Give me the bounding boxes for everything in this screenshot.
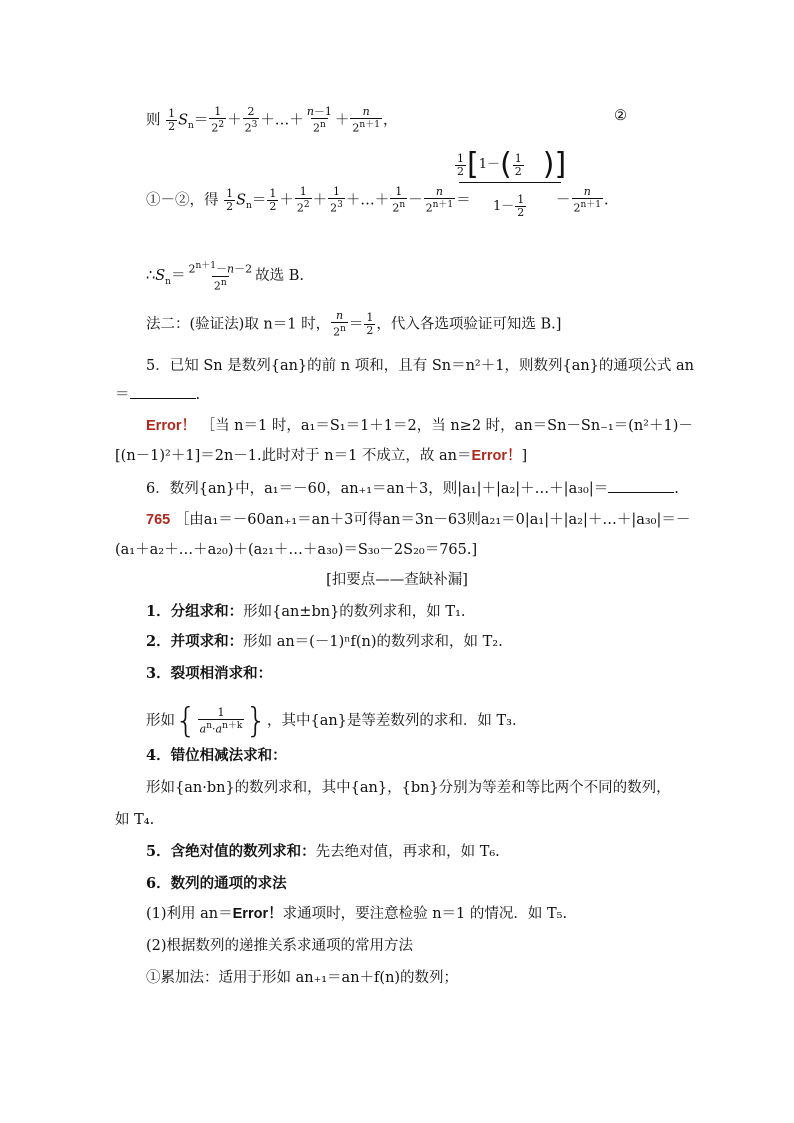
- point-4-detail: 形如{an·bn}的数列求和，其中{an}，{bn}分别为等差和等比两个不同的数列，: [146, 780, 671, 796]
- point-3: 3．裂项相消求和：: [146, 665, 273, 682]
- answer-blank: [608, 478, 674, 493]
- question-5: 5．已知 Sn 是数列{an}的前 n 项和，且有 Sn＝n²＋1，则数列{an}的通项公式 an: [146, 358, 694, 374]
- point-3-detail: 形如 { $\frac{1}{a^n\cdot a^{n+k}}$ } ，其中{an}是等差数列的求和．如 T₃.: [146, 701, 517, 741]
- equation-half-sn: 则 $\frac{1}{2}$ $S_n=$ $\frac{1}{2^2}$ ＋ $\frac{2}{2^3}$ ＋…＋ $\frac{n-1}{2^n}$ ＋ $\frac{n}{2^{n+1}}$ ，: [146, 105, 398, 135]
- answer-6: 765 ［由a₁＝－60an₊₁＝an＋3可得an＝3n－63则a₂₁＝0|a₁|＋|a₂|＋…＋|a₃₀|＝－: [146, 512, 691, 528]
- error-marker: Error！: [146, 418, 196, 434]
- answer-6-cont: (a₁＋a₂＋…＋a₂₀)＋(a₂₁＋…＋a₃₀)＝S₃₀－2S₂₀＝765.]: [115, 542, 478, 558]
- point-6-2: (2)根据数列的递推关系求通项的常用方法: [146, 938, 414, 954]
- answer-5: Error！ ［当 n＝1 时，a₁＝S₁＝1＋1＝2，当 n≥2 时，an＝Sn－Sn₋₁＝(n²＋1)－: [146, 418, 693, 434]
- section-heading: [扣要点——查缺补漏]: [326, 572, 468, 588]
- equation-sn-result: $\therefore S_n=$ $\frac{2^{n+1}-n-2}{2^n}$ 故选 B.: [146, 261, 304, 293]
- error-marker: Error！: [471, 448, 522, 464]
- point-2: 2．并项求和：形如 an＝(－1)ⁿf(n)的数列求和，如 T₂.: [146, 633, 503, 650]
- answer-5-cont: [(n－1)²＋1]＝2n－1.此时对于 n＝1 不成立，故 an＝Error！]: [115, 448, 528, 464]
- point-4: 4．错位相减法求和：: [146, 747, 287, 764]
- point-6-3: ①累加法：适用于形如 an₊₁＝an＋f(n)的数列；: [146, 970, 459, 986]
- equation-tail: － $\frac{n}{2^{n+1}}$ .: [556, 185, 609, 215]
- point-5: 5．含绝对值的数列求和：先去绝对值，再求和，如 T₆.: [146, 843, 500, 860]
- answer-blank: [130, 384, 196, 399]
- error-marker: Error！: [232, 906, 283, 922]
- method-two: 法二：(验证法)取 n＝1 时， $\frac{n}{2^n}$ ＝ $\frac{1}{2}$ ，代入各选项验证可知选 B.]: [146, 309, 562, 339]
- question-6: 6．数列{an}中，a₁＝－60，an₊₁＝an＋3，则|a₁|＋|a₂|＋…＋|a₃₀|＝ .: [146, 478, 679, 499]
- question-5-cont: ＝ .: [115, 384, 200, 405]
- answer-value: 765: [146, 512, 171, 528]
- point-1: 1．分组求和：形如{an±bn}的数列求和，如 T₁.: [146, 603, 466, 620]
- equation-mark: ②: [614, 108, 627, 124]
- point-6: 6．数列的通项的求法: [146, 875, 287, 892]
- point-4-cont: 如 T₄.: [115, 812, 155, 828]
- equation-subtract: ①－②，得 $\frac{1}{2}$ $S_n=$ $\frac{1}{2}$ ＋ $\frac{1}{2^2}$ ＋ $\frac{1}{2^3}$ ＋…＋ $\frac{1}{2^n}$ － $\frac{n}{2^{n+1}}$ ＝: [146, 185, 471, 215]
- point-6-1: (1)利用 an＝Error！求通项时，要注意检验 n＝1 的情况．如 T₅.: [146, 906, 568, 922]
- big-fraction: $\frac{1}{2}$ [ 1－ ( $\frac{1}{2}$ ) ] 1－ $\frac{1}{2}$: [457, 147, 567, 219]
